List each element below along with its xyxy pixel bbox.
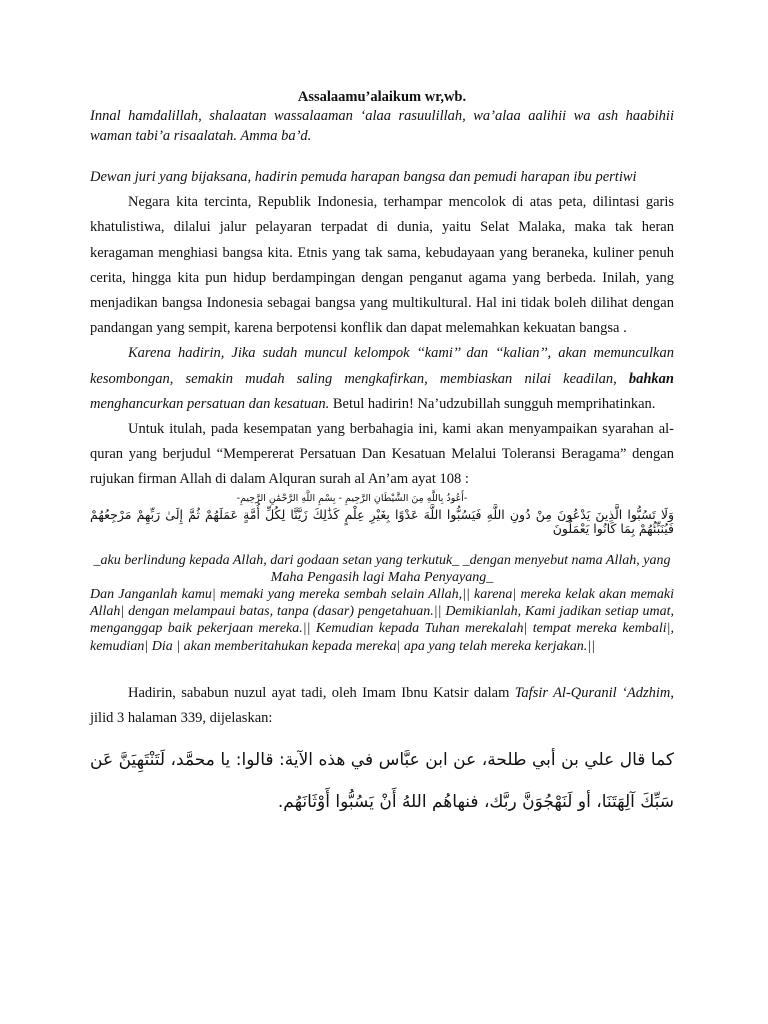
arabic-verse: وَلَا تَسُبُّوا الَّذِينَ يَدْعُونَ مِنْ دُونِ اللَّهِ فَيَسُبُّوا اللَّهَ عَدْوًا بِغَيْرِ عِلْمٍ كَذَٰلِكَ زَيَّنَّا لِكُلِّ أُمَّةٍ عَمَلَهُمْ ثُمَّ إِلَىٰ رَبِّهِمْ مَرْجِعُهُمْ فَيُنَبِّئُهُمْ بِمَا كَانُوا يَعْمَلُونَ: [90, 506, 674, 536]
paragraph-2-italic-a: Karena hadirin, Jika sudah muncul kelompok ‘‘kami’’ dan ‘‘kalian’’, akan memunculkan kesombongan, semakin mudah saling mengkafirkan, membiaskan nilai keadilan,: [90, 345, 674, 387]
greeting-paragraph: Dewan juri yang bijaksana, hadirin pemuda harapan bangsa dan pemudi harapan ibu pertiwi: [90, 169, 637, 185]
paragraph-4-a: Hadirin, sababun nuzul ayat tadi, oleh Imam Ibnu Katsir dalam: [128, 684, 515, 701]
paragraph-2-italic-b: menghancurkan persatuan dan kesatuan.: [90, 395, 330, 412]
paragraph-4: [90, 681, 674, 731]
arabic-meaning-line: _aku berlindung kepada Allah, dari godaan setan yang terkutuk_ _dengan menyebut nama Allah, yang Maha Pengasih lagi Maha Penyayang_: [93, 552, 671, 585]
paragraph-4-book: Tafsir Al-Quranil ‘Adzhim: [514, 684, 671, 701]
opening-prayer: Innal hamdalillah, shalaatan wassalaaman ‘alaa rasuulillah, wa’alaa aalihii wa ash haabihii waman tabi’a risaalatah. Amma ba’d.: [90, 108, 674, 144]
paragraph-4-b: , jilid 3 halaman 339, dijelaskan:: [90, 684, 674, 727]
arabic-tafsir: كما قال علي بن أبي طلحة، عن ابن عبَّاس في هذه الآية: قالوا: يا محمَّد، لَتَنْتَهِيَنَّ عَن سَبِّكَ آلِهَتَنَا، أو لَنَهْجُوَنَّ ربَّك، فنهاهُم اللهُ أَنْ يَسُبُّوا أَوْثَانَهُم.: [90, 750, 674, 813]
arabic-basmalah: -أَعُوذُ بِاللَّهِ مِنَ الشَّيْطَانِ الرَّجِيمِ - بِسْمِ اللَّهِ الرَّحْمَٰنِ الرَّحِيمِ-: [236, 492, 468, 504]
paragraph-3: Untuk itulah, pada kesempatan yang berbahagia ini, kami akan menyampaikan syarahan al-quran yang berjudul “Mempererat Persatuan Dan Kesatuan Melalui Toleransi Beragama” dengan rujukan firman Allah di dalam Alquran surah al An’am ayat 108 :: [90, 421, 674, 488]
paragraph-2-plain: Betul hadirin! Na’udzubillah sungguh memprihatinkan.: [329, 395, 656, 412]
verse-translation: Dan Janganlah kamu| memaki yang mereka sembah selain Allah,|| karena| mereka kelak akan memaki Allah| dengan melampaui batas, tanpa (dasar) pengetahuan.|| Demikianlah, Kami jadikan setiap umat, menganggap baik pekerjaan mereka.|| Kemudian kepada Tuhan merekalah| tempat mereka kembali|, kemudian| Dia | akan memberitahukan kepada mereka| apa yang telah mereka kerjakan.||: [90, 586, 674, 654]
paragraph-1: Negara kita tercinta, Republik Indonesia, terhampar mencolok di atas peta, dilintasi garis khatulistiwa, dilalui jalur pelayaran terpadat di dunia, yaitu Selat Malaka, maka tak heran keragaman menghiasi bangsa kita. Etnis yang tak sama, kebudayaan yang beraneka, kuliner penuh cerita, hingga kita pun hidup berdampingan dengan penganut agama yang berbeda. Inilah, yang menjadikan bangsa Indonesia sebagai bangsa yang multikultural. Hal ini tidak boleh dilihat dengan pandangan yang sempit, karena berpotensi konflik dan dapat melemahkan kekuatan bangsa .: [90, 194, 674, 337]
document-page: [90, 88, 674, 823]
salutation-title: Assalaamu’alaikum wr,wb.: [297, 89, 467, 105]
paragraph-2: [90, 341, 674, 417]
paragraph-2-bold: bahkan: [628, 370, 674, 387]
